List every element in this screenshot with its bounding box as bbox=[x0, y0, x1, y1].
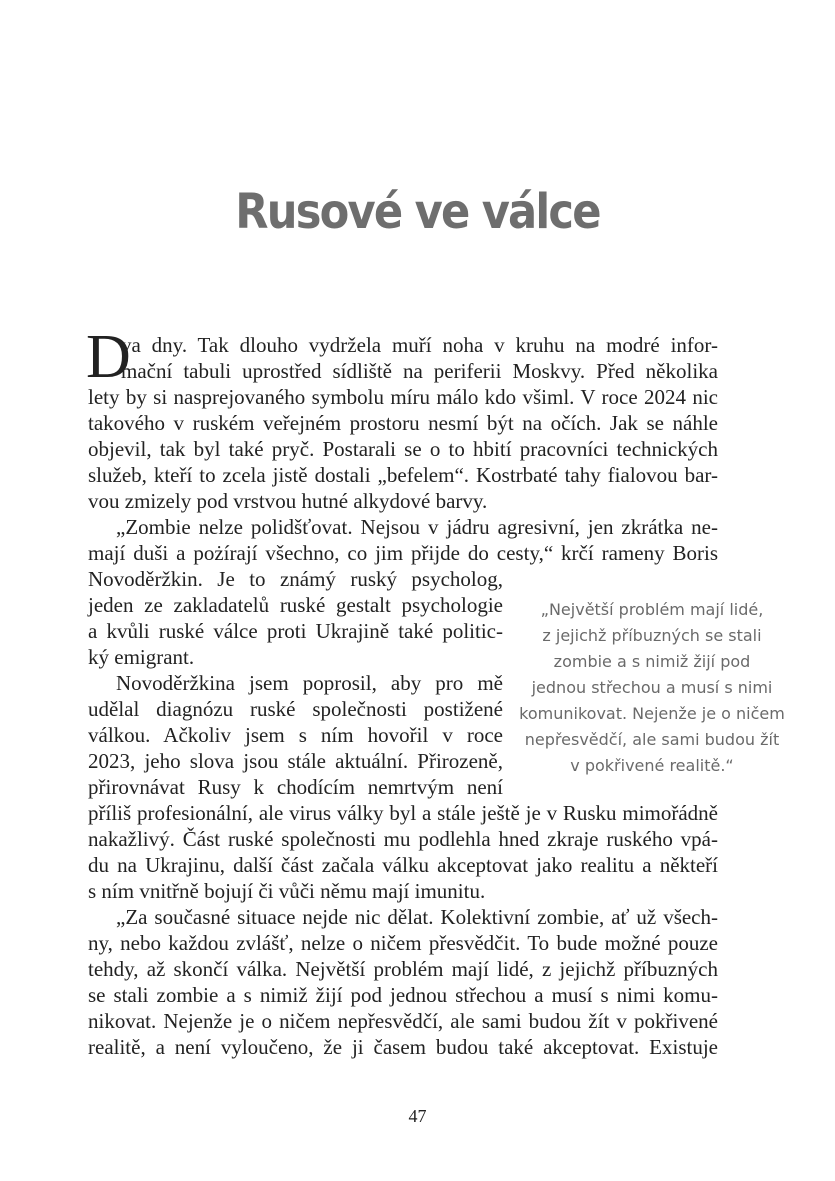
pull-quote-line: „Největší problém mají lidé, bbox=[540, 600, 764, 619]
drop-cap: D bbox=[86, 323, 131, 391]
body-line: ny, nebo každou zvlášť, nelze o ničem přesvědčit. To bude možné pouze bbox=[88, 931, 718, 955]
body-line: a kvůli ruské válce proti Ukrajině také politic- bbox=[88, 619, 503, 643]
body-line: udělal diagnózu ruské společnosti postižené bbox=[88, 697, 503, 721]
pull-quote-line: jednou střechou a musí s nimi bbox=[531, 678, 773, 697]
body-line: služeb, kteří to zcela jistě dostali „befelem“. Kostrbaté tahy fialovou bar- bbox=[88, 463, 718, 487]
body-line: takového v ruském veřejném prostoru nesmí být na očích. Jak se náhle bbox=[88, 411, 718, 435]
body-line: se stali zombie a s nimiž žijí pod jednou střechou a musí s nimi komu- bbox=[88, 983, 718, 1007]
pull-quote-line: zombie a s nimiž žijí pod bbox=[553, 652, 751, 671]
body-line: vou zmizely pod vrstvou hutné alkydové barvy. bbox=[88, 489, 488, 513]
body-line: lety by si nasprejovaného symbolu míru málo kdo všiml. V roce 2024 nic bbox=[88, 385, 718, 409]
body-line: nakažlivý. Část ruské společnosti mu podlehla hned zkraje ruského vpá- bbox=[88, 827, 718, 851]
pull-quote-line: z jejichž příbuzných se stali bbox=[542, 626, 762, 645]
body-line: realitě, a není vyloučeno, že ji časem budou také akceptovat. Existuje bbox=[88, 1035, 718, 1059]
body-line: s ním vnitřně bojují či vůči němu mají imunitu. bbox=[88, 879, 486, 903]
body-line: válkou. Ačkoliv jsem s ním hovořil v roce bbox=[88, 723, 503, 747]
body-line: va dny. Tak dlouho vydržela muří noha v kruhu na modré infor- bbox=[121, 333, 718, 357]
body-line: 2023, jeho slova jsou stále aktuální. Přirozeně, bbox=[88, 749, 503, 773]
pull-quote-line: nepřesvědčí, ale sami budou žít bbox=[524, 730, 780, 749]
body-line: ký emigrant. bbox=[88, 645, 195, 669]
body-line: nikovat. Nejenže je o ničem nepřesvědčí, ale sami budou žít v pokřivené bbox=[88, 1009, 718, 1033]
body-line: Novoděržkin. Je to známý ruský psycholog, bbox=[88, 567, 503, 591]
body-line: jeden ze zakladatelů ruské gestalt psychologie bbox=[88, 593, 503, 617]
pull-quote-line: v pokřivené realitě.“ bbox=[570, 756, 734, 775]
pull-quote-line: komunikovat. Nejenže je o ničem bbox=[519, 704, 785, 723]
body-line: mační tabuli uprostřed sídliště na periferii Moskvy. Před několika bbox=[121, 359, 718, 383]
chapter-title: Rusové ve válce bbox=[235, 184, 600, 240]
body-line: tehdy, až skončí válka. Největší problém mají lidé, z jejichž příbuzných bbox=[88, 957, 718, 981]
body-line: Novoděržkina jsem poprosil, aby pro mě bbox=[116, 671, 503, 695]
page-number: 47 bbox=[408, 1106, 427, 1126]
body-line: „Za současné situace nejde nic dělat. Kolektivní zombie, ať už všech- bbox=[116, 905, 718, 929]
body-line: mají duši a pożírají všechno, co jim přijde do cesty,“ krčí rameny Boris bbox=[88, 541, 718, 565]
body-line: „Zombie nelze polidšťovat. Nejsou v jádru agresivní, jen zkrátka ne- bbox=[116, 515, 718, 539]
body-line: příliš profesionální, ale virus války byl a stále ještě je v Rusku mimořádně bbox=[88, 801, 718, 825]
body-line: du na Ukrajinu, další část začala válku akceptovat jako realitu a někteří bbox=[88, 853, 718, 877]
body-line: objevil, tak byl také pryč. Postarali se o to hbití pracovníci technických bbox=[88, 437, 718, 461]
body-line: přirovnávat Rusy k chodícím nemrtvým není bbox=[88, 775, 503, 799]
